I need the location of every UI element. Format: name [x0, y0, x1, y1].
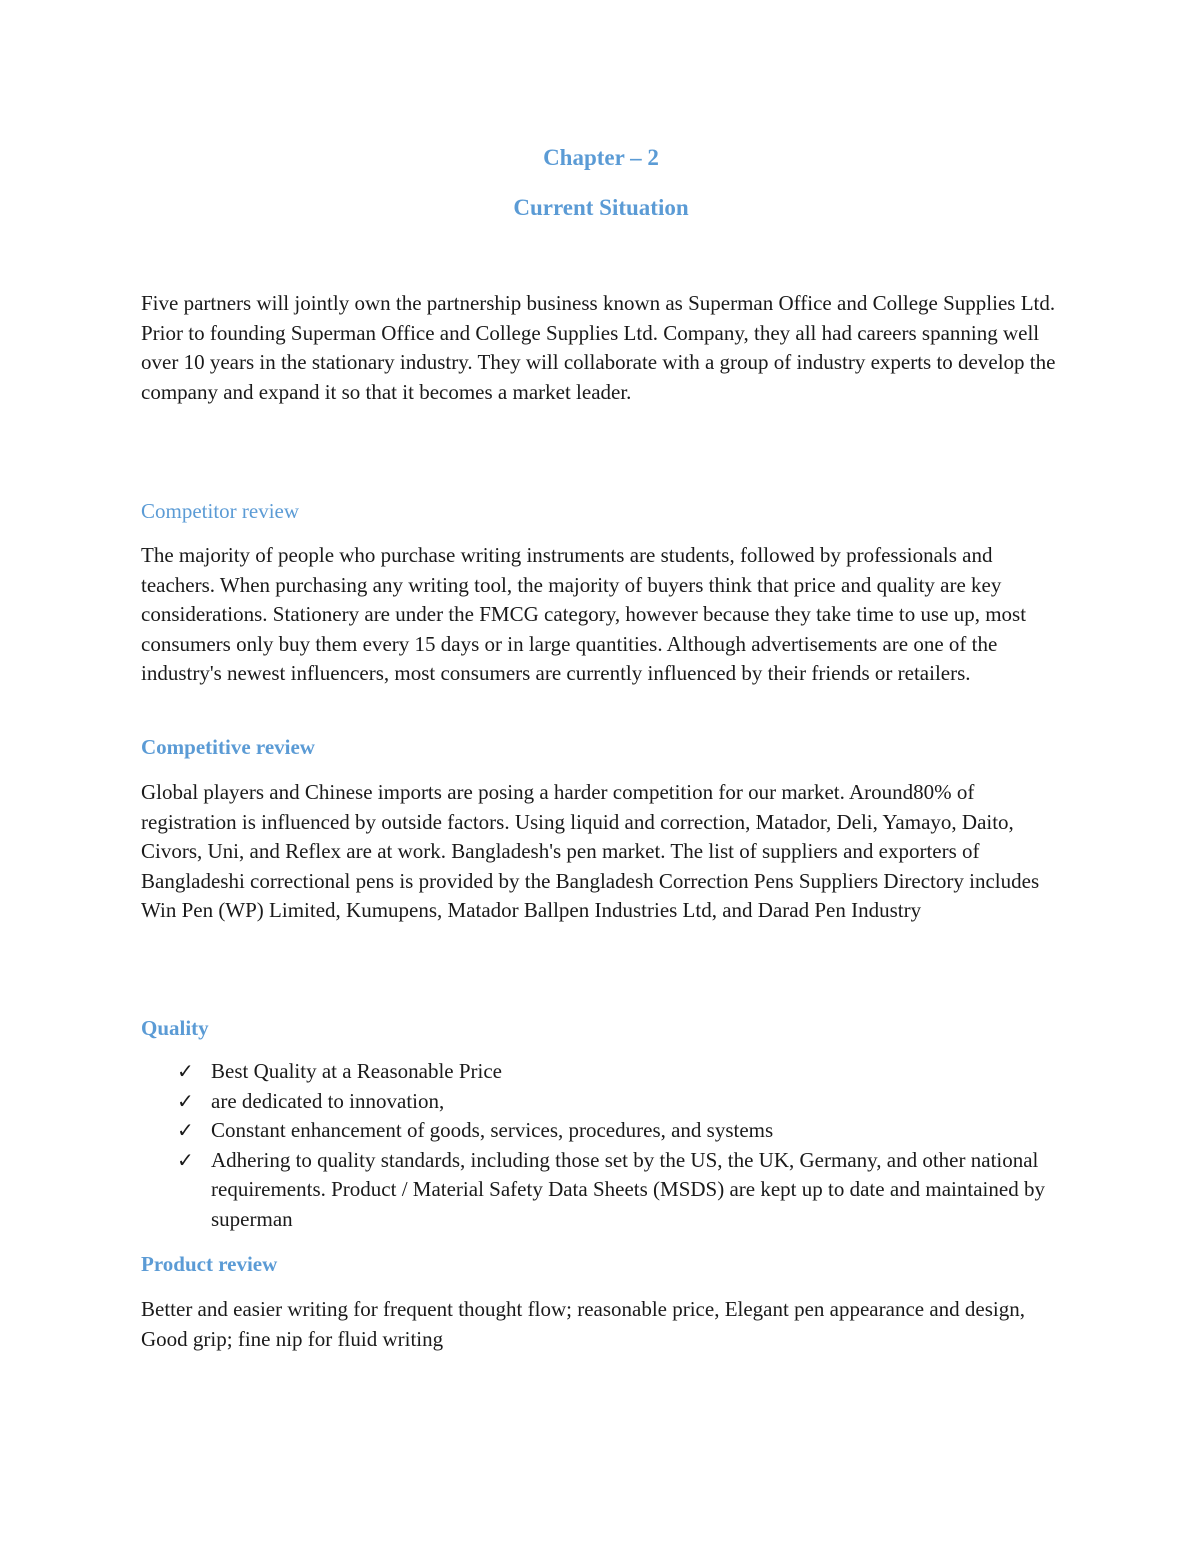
quality-item-text: are dedicated to innovation, [211, 1088, 445, 1113]
quality-list [141, 1057, 1061, 1234]
chapter-title: Chapter – 2 [543, 145, 659, 170]
competitor-review-heading: Competitor review [141, 499, 300, 523]
quality-item-text: Adhering to quality standards, including those set by the US, the UK, Germany, and other national requirements. Product / Material Safety Data Sheets (MSDS) are kept up to date and maintained by superman [211, 1147, 1045, 1231]
quality-list-item [141, 1116, 1061, 1146]
quality-list-item [141, 1087, 1061, 1117]
quality-item-text: Constant enhancement of goods, services, procedures, and systems [211, 1118, 774, 1142]
quality-item-text: Best Quality at a Reasonable Price [211, 1059, 502, 1083]
competitor-review-paragraph: The majority of people who purchase writing instruments are students, followed by professionals and teachers. When purchasing any writing tool, the majority of buyers think that price and quality are key considerations. Stationery are under the FMCG category, however because they take time to use up, most consumers only buy them every 15 days or in large quantities. Although advertisements are one of the industry's newest influencers, most consumers are currently influenced by their friends or retailers. [141, 543, 1027, 685]
quality-heading: Quality [141, 1016, 209, 1040]
check-mark-icon: ✓ [177, 1147, 194, 1172]
chapter-subtitle: Current Situation [513, 195, 689, 220]
quality-list-item [141, 1057, 1061, 1087]
check-mark-icon: ✓ [177, 1059, 194, 1083]
competitive-review-heading: Competitive review [141, 735, 315, 759]
competitive-review-paragraph: Global players and Chinese imports are posing a harder competition for our market. Around80% of registration is influenced by outside factors. Using liquid and correction, Matador, Deli, Yamayo, Daito, Civors, Uni, and Reflex are at work. Bangladesh's pen market. The list of suppliers and exporters of Bangladeshi correctional pens is provided by the Bangladesh Correction Pens Suppliers Directory includes Win Pen (WP) Limited, Kumupens, Matador Ballpen Industries Ltd, and Darad Pen Industry [141, 780, 1040, 922]
product-review-heading: Product review [141, 1252, 278, 1276]
check-mark-icon: ✓ [177, 1118, 194, 1142]
quality-list-item [141, 1146, 1061, 1235]
intro-paragraph: Five partners will jointly own the partnership business known as Superman Office and College Supplies Ltd. Prior to founding Superman Office and College Supplies Ltd. Company, they all had careers spanning well over 10 years in the stationary industry. They will collaborate with a group of industry experts to develop the company and expand it so that it becomes a market leader. [141, 291, 1056, 404]
product-review-paragraph: Better and easier writing for frequent thought flow; reasonable price, Elegant pen appearance and design, Good grip; fine nip for fluid writing [141, 1297, 1025, 1351]
check-mark-icon: ✓ [177, 1088, 194, 1113]
